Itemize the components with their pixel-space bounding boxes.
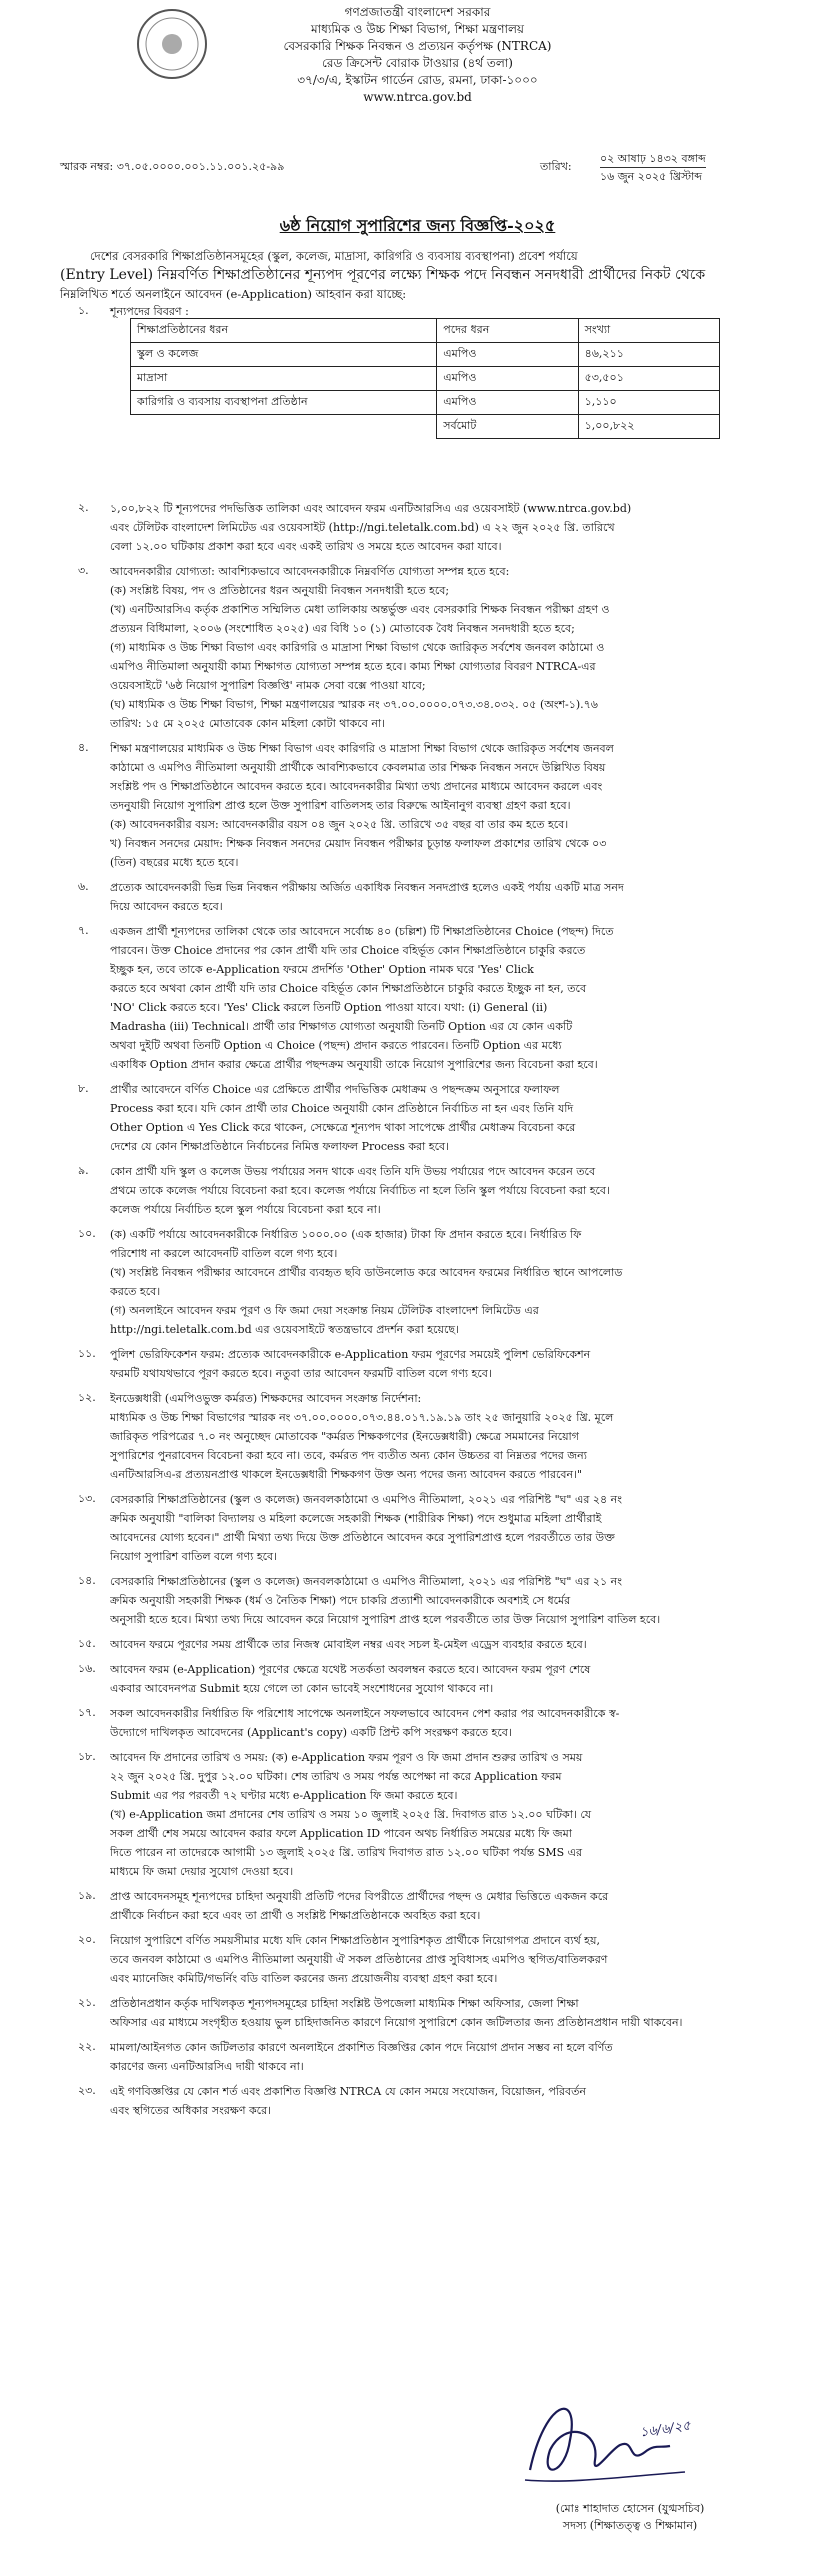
section-line: এবং ম্যানেজিং কমিটি/গভর্নিং বডি বাতিল করনের জন্য প্রয়োজনীয় ব্যবস্থা গ্রহণ করা হবে। [110,1972,498,1985]
section-line: (ক) আবেদনকারীর বয়স: আবেদনকারীর বয়স ০৪ জুন ২০২৫ খ্রি. তারিখে ৩৫ বছর বা তার কম হতে হবে। [110,818,569,831]
section-line: প্রথমে তাকে কলেজ পর্যায়ে বিবেচনা করা হবে। কলেজ পর্যায়ে নির্বাচিত না হলে তিনি স্কুল পর্যায়ে বিবেচনা করা হবে। [110,1184,610,1197]
section-line: প্রত্যয়ন বিধিমালা, ২০০৬ (সংশোধিত ২০২৫) এর বিধি ১০ (১) মোতাবেক বৈধ নিবন্ধন সনদধারী হতে হবে; [110,622,575,635]
section-line: ইচ্ছুক হন, তবে তাকে e-Application ফরমে প্রদর্শিত 'Other' Option নামক ঘরে 'Yes' Click [110,963,534,976]
section-body [110,1389,775,1484]
section-line: তদনুযায়ী নিয়োগ সুপারিশ প্রাপ্ত হলে উক্ত সুপারিশ বাতিলসহ তার বিরুদ্ধে আইনানুগ ব্যবস্থা গ্রহণ করা হবে। [110,799,571,812]
table-cell: কারিগরি ও ব্যবসায় ব্যবস্থাপনা প্রতিষ্ঠান [131,391,437,415]
section-line: Process করা হবে। যদি কোন প্রার্থী তার Choice অনুযায়ী কোন প্রতিষ্ঠানে নির্বাচিত না হন এবং তিনি যদি [110,1102,574,1115]
section-body [110,1748,775,1881]
section-line: এবং স্থগিতের অধিকার সংরক্ষণ করে। [110,2104,272,2117]
section-line: প্রাপ্ত আবেদনসমূহ শূন্যপদের চাহিদা অনুযায়ী প্রতিটি পদের বিপরীতে প্রার্থীদের পছন্দ ও মেধার ভিত্তিতে একজন করে [110,1890,609,1903]
section-body [110,1635,775,1654]
section-line: প্রার্থীর আবেদনে বর্ণিত Choice এর প্রেক্ষিতে প্রার্থীর পদভিত্তিক মেধাক্রম ও পছন্দক্রম অনুসারে ফলাফল [110,1083,560,1096]
header-line-ministry: মাধ্যমিক ও উচ্চ শিক্ষা বিভাগ, শিক্ষা মন্ত্রণালয় [311,22,524,36]
section-body [110,1704,775,1742]
section-number: ৪. [78,741,89,754]
section-number: ১২. [78,1391,96,1404]
header-line-building: রেড ক্রিসেন্ট বোরাক টাওয়ার (৪র্থ তলা) [322,56,513,70]
section-line: (খ) এনটিআরসিএ কর্তৃক প্রকাশিত সম্মিলিত মেধা তালিকায় অন্তর্ভুক্ত এবং বেসরকারি শিক্ষক নিবন্ধন পরীক্ষা গ্রহণ ও [110,603,610,616]
header-line-gov: গণপ্রজাতন্ত্রী বাংলাদেশ সরকার [344,5,491,19]
section-body [110,878,775,916]
section-line: দেশের যে কোন শিক্ষাপ্রতিষ্ঠানে নির্বাচনের নিমিত্ত ফলাফল Process করা হবে। [110,1140,450,1153]
table-header-row [131,319,720,343]
section-line: অনুসারী হতে হবে। মিথ্যা তথ্য দিয়ে আবেদন করে নিয়োগ সুপারিশ প্রাপ্ত হলে পরবর্তীতে তার উক্ত নিয়োগ সুপারিশ বাতিল হবে। [110,1613,661,1626]
section-body [110,739,775,872]
section-body [110,1490,775,1566]
section-line: আবেদন ফি প্রদানের তারিখ ও সময়: (ক) e-Application ফরম পূরণ ও ফি জমা প্রদান শুরুর তারিখ ও সময় [110,1751,583,1764]
section-line: প্রার্থীকে নির্বাচন করা হবে এবং তা প্রার্থী ও সংশ্লিষ্ট শিক্ষাপ্রতিষ্ঠানকে অবহিত করা হবে। [110,1909,481,1922]
table-cell: স্কুল ও কলেজ [131,343,437,367]
signatory-name: (মোঃ শাহাদাত হোসেন (যুগ্মসচিব) [555,2502,705,2515]
section-line: (খ) e-Application জমা প্রদানের শেষ তারিখ ও সময় ১০ জুলাই ২০২৫ খ্রি. দিবাগত রাত ১২.০০ ঘটিকা। যে [110,1808,592,1821]
section-line: তারিখ: ১৫ মে ২০২৫ মোতাবেক কোন মহিলা কোটা থাকবে না। [110,717,386,730]
section-line: কারণের জন্য এনটিআরসিএ দায়ী থাকবে না। [110,2060,304,2073]
section-line: নিয়োগ সুপারিশ বাতিল বলে গণ্য হবে। [110,1550,278,1563]
table-cell: ১,১১০ [578,391,719,415]
intro-line-1: দেশের বেসরকারি শিক্ষাপ্রতিষ্ঠানসমূহের (স্কুল, কলেজ, মাদ্রাসা, কারিগরি ও ব্যবসায় ব্যবস্থাপনা) প্রবেশ পর্যায়ে [90,249,578,263]
table-total-row [131,415,720,439]
section-line: এবং টেলিটক বাংলাদেশ লিমিটেড এর ওয়েবসাইট (http://ngi.teletalk.com.bd) এ ২২ জুন ২০২৫ খ্রি. তারিখে [110,521,615,534]
section-number: ৩. [78,564,89,577]
intro-line-2: (Entry Level) নিম্নবর্ণিত শিক্ষাপ্রতিষ্ঠানের শূন্যপদ পূরণের লক্ষ্যে শিক্ষক পদে নিবন্ধন সনদধারী প্রার্থীদের নিকট থেকে [60,267,706,283]
section-body [110,562,775,733]
section-line: বেলা ১২.০০ ঘটিকায় প্রকাশ করা হবে এবং একই তারিখ ও সময়ে হতে আবেদন করা যাবে। [110,540,502,553]
section-line: সকল আবেদনকারীর নির্ধারিত ফি পরিশোধ সাপেক্ষে অনলাইনে সফলভাবে আবেদন পেশ করার পর আবেদনকারীকে স্ব- [110,1707,620,1720]
section-body [110,1660,775,1698]
section-line: ইনডেক্সধারী (এমপিওভুক্ত কর্মরত) শিক্ষকদের আবেদন সংক্রান্ত নির্দেশনা: [110,1392,422,1405]
table-cell [131,415,437,439]
section-number: ১৯. [78,1889,96,1902]
section-line: 'NO' Click করতে হবে। 'Yes' Click করলে তিনটি Option পাওয়া যাবে। যথা: (i) General (ii) [110,1001,548,1014]
date-bangla: ০২ আষাঢ় ১৪৩২ বঙ্গাব্দ [600,150,706,168]
section-line: (তিন) বছরের মধ্যে হতে হবে। [110,856,239,869]
table-header: পদের ধরন [437,319,578,343]
section-line: এনটিআরসিএ-র প্রত্যয়নপ্রাপ্ত থাকলে ইনডেক্সধারী শিক্ষকগণ উক্ত অন্য পদের জন্য আবেদন করতে পারবেন।" [110,1468,583,1481]
section-line: সকল প্রার্থী শেষ সময়ে আবেদন করার ফলে Application ID পাবেন অথচ নির্ধারিত সময়ের মধ্যে ফি জমা [110,1827,572,1840]
section-body [110,499,775,556]
section-number: ১৬. [78,1662,96,1675]
section-line: পারবেন। উক্ত Choice প্রদানের পর কোন প্রার্থী যদি তার Choice বহির্ভূত কোন শিক্ষাপ্রতিষ্ঠানে চাকুরি করতে [110,944,586,957]
table-header: সংখ্যা [578,319,719,343]
section-line: ওয়েবসাইটে '৬ষ্ঠ নিয়োগ সুপারিশ বিজ্ঞপ্তি' নামক সেবা বক্সে পাওয়া যাবে; [110,679,426,692]
section-body [110,2038,775,2076]
section-line: ফরমটি যথাযথভাবে পূরণ করতে হবে। নতুবা তার আবেদন ফরমটি বাতিল বলে গণ্য হবে। [110,1367,492,1380]
section-body [110,922,775,1074]
section-line: (গ) অনলাইনে আবেদন ফরম পূরণ ও ফি জমা দেয়া সংক্রান্ত নিয়ম টেলিটক বাংলাদেশ লিমিটেড এর [110,1304,539,1317]
section-body [110,1572,775,1629]
section-number: ২৩. [78,2084,96,2097]
section-line: (ঘ) মাধ্যমিক ও উচ্চ শিক্ষা বিভাগ, শিক্ষা মন্ত্রণালয়ের স্মারক নং ৩৭.০০.০০০০.০৭৩.৩৪.০৩২. ০৫ (অংশ-১).৭৬ [110,698,598,711]
section-line: একবার আবেদনপত্র Submit হয়ে গেলে তা কোন ভাবেই সংশোধনের সুযোগ থাকবে না। [110,1682,494,1695]
section-line: এমপিও নীতিমালা অনুযায়ী কাম্য শিক্ষাগত যোগ্যতা সম্পন্ন হতে হবে। কাম্য শিক্ষা যোগ্যতার বিবরণ NTRCA-এর [110,660,596,673]
section-body [110,1994,775,2032]
section-line: দিয়ে আবেদন করতে হবে। [110,900,223,913]
section-line: http://ngi.teletalk.com.bd এর ওয়েবসাইটে স্বতন্ত্রভাবে প্রদর্শন করা হয়েছে। [110,1323,459,1336]
section-body [110,1080,775,1156]
table-row [131,367,720,391]
section-line: উদ্যোগে দাখিলকৃত আবেদনের (Applicant's copy) একটি প্রিন্ট কপি সংরক্ষণ করতে হবে। [110,1726,512,1739]
section-line: মামলা/আইনগত কোন জটিলতার কারণে অনলাইনে প্রকাশিত বিজ্ঞপ্তির কোন পদে নিয়োগ প্রদান সম্ভব না হলে বর্ণিত [110,2041,613,2054]
section-number: ২০. [78,1933,96,1946]
signatory-block [510,2500,750,2534]
section-line: অফিসার এর মাধ্যমে সংগৃহীত হওয়ায় ভুল চাহিদাজনিত কারণে নিয়োগ সুপারিশে কোন জটিলতার জন্য প্রতিষ্ঠানপ্রধান দায়ী থাকবেন। [110,2016,683,2029]
signature-date: ১৬/৬/২৫ [639,2418,692,2441]
vacancy-table [130,318,720,439]
section-line: আবেদন ফরমে পূরণের সময় প্রার্থীকে তার নিজস্ব মোবাইল নম্বর এবং সচল ই-মেইল এড্রেস ব্যবহার করতে হবে। [110,1638,587,1651]
table-cell: সর্বমোট [437,415,578,439]
table-cell: এমপিও [437,367,578,391]
section-line: (গ) মাধ্যমিক ও উচ্চ শিক্ষা বিভাগ এবং কারিগরি ও মাদ্রাসা শিক্ষা বিভাগ থেকে জারিকৃত সর্বশেষ জনবল কাঠামো ও [110,641,605,654]
section-line: ২২ জুন ২০২৫ খ্রি. দুপুর ১২.০০ ঘটিকা। শেষ তারিখ ও সময় পর্যন্ত অপেক্ষা না করে Application ফরম [110,1770,562,1783]
header-line-authority: বেসরকারি শিক্ষক নিবন্ধন ও প্রত্যয়ন কর্তৃপক্ষ (NTRCA) [283,39,552,53]
section-line: পরিশোধ না করলে আবেদনটি বাতিল বলে গণ্য হবে। [110,1247,338,1260]
section-line: ১,০০,৮২২ টি শূন্যপদের পদভিত্তিক তালিকা এবং আবেদন ফরম এনটিআরসিএ এর ওয়েবসাইট (www.ntrca.gov.bd) [110,502,632,515]
section-line: কোন প্রার্থী যদি স্কুল ও কলেজ উভয় পর্যায়ের সনদ থাকে এবং তিনি যদি উভয় পর্যায়ের পদে আবেদন করেন তবে [110,1165,596,1178]
signatory-title: সদস্য (শিক্ষাতত্ত্ব ও শিক্ষামান) [562,2519,698,2532]
section-line: Submit এর পর পরবর্তী ৭২ ঘণ্টার মধ্যে e-Application ফি জমা করতে হবে। [110,1789,458,1802]
section-line: একাধিক Option প্রদান করার ক্ষেত্রে প্রার্থীর পছন্দক্রম অনুযায়ী তাকে নিয়োগ সুপারিশের জন্য বিবেচনা করা হবে। [110,1058,598,1071]
section-number: ১০. [78,1227,96,1240]
table-row [131,391,720,415]
section-line: এই গণবিজ্ঞপ্তির যে কোন শর্ত এবং প্রকাশিত বিজ্ঞপ্তি NTRCA যে কোন সময়ে সংযোজন, বিয়োজন, পরিবর্তন [110,2085,586,2098]
memo-number: স্মারক নম্বর: ৩৭.০৫.০০০০.০০১.১১.০০১.২৫-৯৯ [60,160,285,173]
section-body [110,1225,775,1339]
section-line: কাঠামো ও এমপিও নীতিমালা অনুযায়ী প্রার্থীকে আবশ্যিকভাবে কেবলমাত্র তার শিক্ষক নিবন্ধন সনদে উল্লিখিত বিষয় [110,761,606,774]
header-line-website: www.ntrca.gov.bd [363,90,472,104]
table-cell: ১,০০,৮২২ [578,415,719,439]
section-line: Other Option এ Yes Click করে থাকেন, সেক্ষেত্রে শূন্যপদ থাকা সাপেক্ষে প্রার্থীর মেধাক্রম বিবেচনা করে [110,1121,576,1134]
section-line: বেসরকারি শিক্ষাপ্রতিষ্ঠানের (স্কুল ও কলেজ) জনবলকাঠামো ও এমপিও নীতিমালা, ২০২১ এর পরিশিষ্ট "ঘ" এর ২৪ নং [110,1493,622,1506]
table-cell: ৪৬,২১১ [578,343,719,367]
section-line: দিতে পারেন না তাদেরকে আগামী ১৩ জুলাই ২০২৫ খ্রি. তারিখ দিবাগত রাত ১২.০০ ঘটিকা পর্যন্ত SMS এর [110,1846,583,1859]
section-number: ২২. [78,2040,96,2053]
table-cell: এমপিও [437,391,578,415]
section-line: আবেদনের যোগ্য হবেন।" প্রার্থী মিথ্যা তথ্য দিয়ে উক্ত প্রতিষ্ঠানে আবেদন করে সুপারিশপ্রাপ্ত হলে পরবর্তীতে তার উক্ত [110,1531,615,1544]
section-number: ১৩. [78,1492,96,1505]
date-block [600,150,706,185]
section-line: পুলিশ ভেরিফিকেশন ফরম: প্রত্যেক আবেদনকারীকে e-Application ফরম পূরণের সময়েই পুলিশ ভেরিফিকেশন [110,1348,591,1361]
section-line: একজন প্রার্থী শূন্যপদের তালিকা থেকে তার আবেদনে সর্বোচ্চ ৪০ (চল্লিশ) টি শিক্ষাপ্রতিষ্ঠানের Choice (পছন্দ) দিতে [110,925,614,938]
section-line: তবে জনবল কাঠামো ও এমপিও নীতিমালা অনুযায়ী ঐ সকল প্রতিষ্ঠানের প্রাপ্ত সুবিধাসহ এমপিও স্থগিত/বাতিলকরণ [110,1953,608,1966]
section-body [110,1887,775,1925]
header-line-address: ৩৭/৩/এ, ইস্কাটন গার্ডেন রোড, রমনা, ঢাকা-১০০০ [297,73,538,87]
section-number: ১৫. [78,1637,96,1650]
section-line: ক্রমিক অনুযায়ী সহকারী শিক্ষক (ধর্ম ও নৈতিক শিক্ষা) পদে চাকরি প্রত্যাশী আবেদনকারীকে অবশ্যই সে ধর্মের [110,1594,571,1607]
section-line: অথবা দুইটি অথবা তিনটি Option এ Choice (পছন্দ) প্রদান করতে পারবেন। তিনটি Option এর মধ্যে [110,1039,562,1052]
section-1-number: ১. [78,304,89,317]
section-number: ৮. [78,1082,89,1095]
section-number: ২১. [78,1996,96,2009]
section-line: করতে হবে অথবা কোন প্রার্থী যদি তার Choice বহির্ভূত কোন শিক্ষাপ্রতিষ্ঠানে চাকুরি করতে ইচ্ছুক না হন, তবে [110,982,587,995]
section-line: সংশ্লিষ্ট পদ ও শিক্ষাপ্রতিষ্ঠানে আবেদন করতে হবে। আবেদনকারীর মিথ্যা তথ্য প্রদানের মাধ্যমে আবেদন করলে এবং [110,780,603,793]
section-line: প্রত্যেক আবেদনকারী ভিন্ন ভিন্ন নিবন্ধন পরীক্ষায় অর্জিত একাধিক নিবন্ধন সনদপ্রাপ্ত হলেও একই পর্যায় একটি মাত্র সনদ [110,881,624,894]
section-line: সুপারিশের পুনরাবেদন বিবেচনা করা হবে না। তবে, কর্মরত পদ ব্যতীত অন্য কোন উচ্চতর বা নিম্নতর পদের জন্য [110,1449,587,1462]
table-row [131,343,720,367]
section-line: বেসরকারি শিক্ষাপ্রতিষ্ঠানের (স্কুল ও কলেজ) জনবলকাঠামো ও এমপিও নীতিমালা, ২০২১ এর পরিশিষ্ট "ঘ" এর ২১ নং [110,1575,622,1588]
section-line: মাধ্যমে ফি জমা দেয়ার সুযোগ দেওয়া হবে। [110,1865,294,1878]
table-cell: এমপিও [437,343,578,367]
section-line: জারিকৃত পরিপত্রের ৭.০ নং অনুচ্ছেদ মোতাবেক "কর্মরত শিক্ষকগণের (ইনডেক্সধারী) ক্ষেত্রে সমমানের নিয়োগ [110,1430,579,1443]
section-line: ক্রমিক অনুযায়ী "বালিকা বিদ্যালয় ও মহিলা কলেজে সহকারী শিক্ষক (শারীরিক শিক্ষা) পদে শুধুমাত্র মহিলা প্রার্থীরাই [110,1512,602,1525]
section-number: ১১. [78,1347,96,1360]
date-english: ১৬ জুন ২০২৫ খ্রিস্টাব্দ [600,170,703,183]
table-cell: ৫৩,৫০১ [578,367,719,391]
section-body [110,2082,775,2120]
section-line: করতে হবে। [110,1285,161,1298]
section-line: মাধ্যমিক ও উচ্চ শিক্ষা বিভাগের স্মারক নং ৩৭.০০.০০০০.০৭৩.৪৪.০১৭.১৯.১৯ তাং ২৫ জানুয়ারি ২০২৫ খ্রি. মূলে [110,1411,614,1424]
section-line: (ক) একটি পর্যায়ে আবেদনকারীকে নির্ধারিত ১০০০.০০ (এক হাজার) টাকা ফি প্রদান করতে হবে। নির্ধারিত ফি [110,1228,582,1241]
section-line: আবেদনকারীর যোগ্যতা: আবশ্যিকভাবে আবেদনকারীকে নিম্নবর্ণিত যোগ্যতা সম্পন্ন হতে হবে: [110,565,510,578]
intro-paragraph [60,247,760,304]
section-line: শিক্ষা মন্ত্রণালয়ের মাধ্যমিক ও উচ্চ শিক্ষা বিভাগ এবং কারিগরি ও মাদ্রাসা শিক্ষা বিভাগ থেকে জারিকৃত সর্বশেষ জনবল [110,742,614,755]
intro-line-3: নিম্নলিখিত শর্তে অনলাইনে আবেদন (e-Application) আহবান করা যাচ্ছে: [60,287,407,301]
section-line: আবেদন ফরম (e-Application) পূরণের ক্ষেত্রে যথেষ্ট সতর্কতা অবলম্বন করতে হবে। আবেদন ফরম পূরণ শেষে [110,1663,591,1676]
section-number: ৯. [78,1164,89,1177]
section-line: কলেজ পর্যায়ে নির্বাচিত হলে স্কুল পর্যায়ে বিবেচনা করা হবে না। [110,1203,381,1216]
section-body [110,1162,775,1219]
section-line: (ক) সংশ্লিষ্ট বিষয়, পদ ও প্রতিষ্ঠানের ধরন অনুযায়ী নিবন্ধন সনদধারী হতে হবে; [110,584,450,597]
section-number: ১৭. [78,1706,96,1719]
section-number: ৬. [78,880,89,893]
section-line: Madrasha (iii) Technical। প্রার্থী তার শিক্ষাগত যোগ্যতা অনুযায়ী তিনটি Option এর যে কোন একটি [110,1020,573,1033]
section-body [110,1345,775,1383]
section-number: ২. [78,501,89,514]
notice-title: ৬ষ্ঠ নিয়োগ সুপারিশের জন্য বিজ্ঞপ্তি-২০২৫ [279,216,556,235]
section-line: খ) নিবন্ধন সনদের মেয়াদ: শিক্ষক নিবন্ধন সনদের মেয়াদ নিবন্ধন পরীক্ষার চূড়ান্ত ফলাফল প্রকাশের তারিখ থেকে ০৩ [110,837,607,850]
section-body [110,1931,775,1988]
section-line: প্রতিষ্ঠানপ্রধান কর্তৃক দাখিলকৃত শূন্যপদসমূহের চাহিদা সংশ্লিষ্ট উপজেলা মাধ্যমিক শিক্ষা অফিসার, জেলা শিক্ষা [110,1997,579,2010]
table-cell: মাদ্রাসা [131,367,437,391]
section-number: ১৪. [78,1574,96,1587]
section-number: ৭. [78,924,89,937]
section-line: নিয়োগ সুপারিশে বর্ণিত সময়সীমার মধ্যে যদি কোন শিক্ষাপ্রতিষ্ঠান সুপারিশকৃত প্রার্থীকে নিয়োগপত্র প্রদানে ব্যর্থ হয়, [110,1934,600,1947]
section-1-label: শূন্যপদের বিবরণ : [110,305,189,318]
date-label: তারিখ: [540,160,572,173]
section-number: ১৮. [78,1750,96,1763]
table-header: শিক্ষাপ্রতিষ্ঠানের ধরন [131,319,437,343]
section-line: (খ) সংশ্লিষ্ট নিবন্ধন পরীক্ষার আবেদনে প্রার্থীর ব্যবহৃত ছবি ডাউনলোড করে আবেদন ফরমের নির্ধারিত স্থানে আপলোড [110,1266,623,1279]
